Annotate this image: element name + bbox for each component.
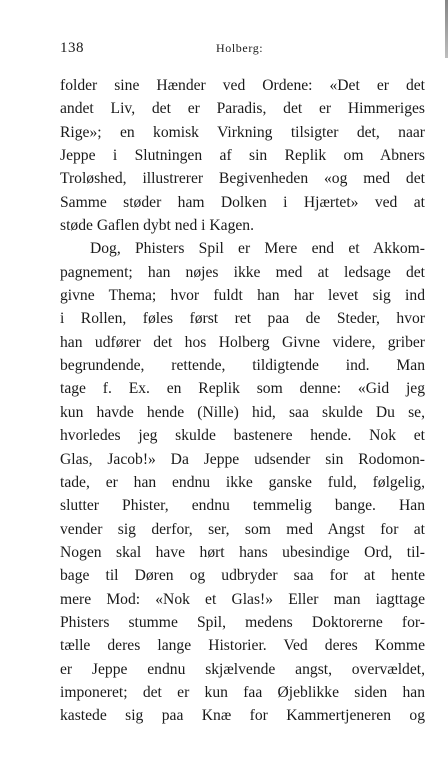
page-header bbox=[60, 40, 428, 60]
text-line: givne Thema; hvor fuldt han har levet sig ind bbox=[60, 287, 425, 305]
running-head: Holberg: bbox=[216, 41, 264, 55]
text-line: imponeret; det er kun faa Øjeblikke siden han bbox=[60, 683, 425, 701]
body-text bbox=[60, 74, 425, 728]
text-line: støde Gaflen dybt ned i Kagen. bbox=[60, 217, 255, 235]
page-number: 138 bbox=[60, 40, 84, 56]
text-line: kun havde hende (Nille) hid, saa skulde Du se, bbox=[60, 403, 425, 421]
text-line: Rige»; en komisk Virkning tilsigter det, naar bbox=[60, 123, 425, 141]
text-line: slutter Phister, endnu temmelig bange. Han bbox=[60, 497, 425, 515]
text-line: andet Liv, det er Paradis, det er Himmeriges bbox=[60, 100, 425, 118]
text-line: mere Mod: «Nok et Glas!» Eller man iagttage bbox=[60, 590, 425, 608]
text-line: Phisters stumme Spil, medens Doktorerne for- bbox=[60, 613, 425, 631]
text-line: kastede sig paa Knæ for Kammertjeneren og bbox=[60, 707, 425, 725]
text-line: Troløshed, illustrerer Begivenheden «og med det bbox=[60, 170, 425, 188]
text-line: hvorledes jeg skulde bastenere hende. Nok et bbox=[60, 427, 425, 445]
text-line: pagnement; han nøjes ikke med at ledsage det bbox=[60, 263, 425, 281]
text-line: er Jeppe endnu skjælvende angst, overvældet, bbox=[60, 660, 425, 678]
text-line: han udfører det hos Holberg Givne videre, griber bbox=[60, 333, 425, 351]
paragraph-start-line: Dog, Phisters Spil er Mere end et Akkom- bbox=[90, 240, 425, 258]
text-line: i Rollen, føles først ret paa de Steder, hvor bbox=[60, 310, 425, 328]
text-line: tage f. Ex. en Replik som denne: «Gid jeg bbox=[60, 380, 425, 398]
text-line: tælle deres lange Historier. Ved deres Komme bbox=[60, 637, 425, 655]
text-line: folder sine Hænder ved Ordene: «Det er det bbox=[60, 77, 425, 94]
text-line: vender sig derfor, ser, som med Angst for at bbox=[60, 520, 425, 538]
text-line: Glas, Jacob!» Da Jeppe udsender sin Rodomon- bbox=[60, 450, 425, 468]
text-line: begrundende, rettende, tildigtende ind. Man bbox=[60, 357, 425, 375]
text-line: tade, er han endnu ikke ganske fuld, følgelig, bbox=[60, 473, 425, 491]
text-line: Jeppe i Slutningen af sin Replik om Abners bbox=[60, 147, 425, 165]
text-line: Samme støder ham Dolken i Hjærtet» ved at bbox=[60, 193, 425, 211]
text-line: Nogen skal have hørt hans ubesindige Ord, til- bbox=[60, 543, 425, 561]
text-line: bage til Døren og udbryder saa for at hente bbox=[60, 567, 425, 585]
